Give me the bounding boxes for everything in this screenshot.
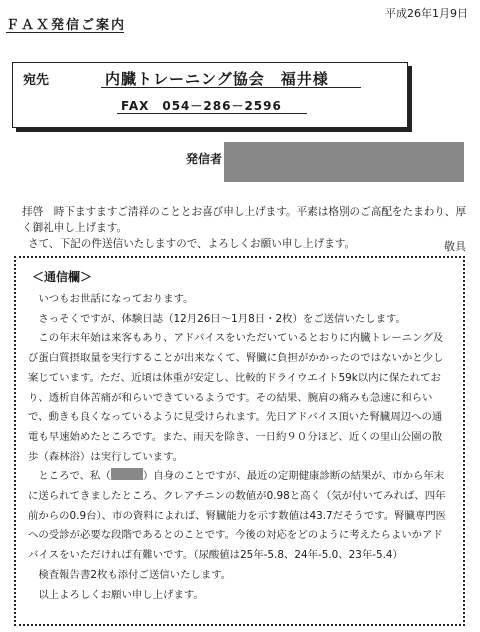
sender-redaction bbox=[224, 142, 464, 182]
greeting-line: さて、下記の件送信いたしますので、よろしくお願い申し上げます。 bbox=[28, 238, 356, 250]
message-paragraph: 以上よろしくお願い申し上げます。 bbox=[38, 588, 204, 601]
greeting-line: 拝啓 時下ますますご清祥のこととお喜び申し上げます。平素は格別のご高配をたまわり、厚く御礼申し上げます。 bbox=[22, 206, 467, 234]
message-paragraph: この年末年始は来客もあり、アドバイスをいただいているとおりに内臓トレーニング及び蛋白質摂取量を実行することが出来なくて、腎臓に負担がかかったのではないかと少し案じています。ただ、近頃は体重が安定し、比較的ドライウエイト59k以内に保たれており、透析自体苦痛が和らいできているようです。その結果、腕肩の痛みも急速に和らいで、動きも良くなっているように見受けられます。先日アドバイス頂いた腎臓周辺への通電も早速始めたところです。また、雨天を除き、一日約９０分ほど、近くの里山公園の散歩（森林浴）は実行しています。 bbox=[28, 332, 444, 463]
fax-number-underline bbox=[117, 113, 307, 114]
name-redaction bbox=[111, 468, 143, 480]
recipient-name: 内臓トレーニング協会 福井様 bbox=[105, 70, 329, 88]
document-date: 平成26年1月9日 bbox=[385, 7, 468, 20]
recipient-box bbox=[12, 62, 408, 128]
title-underline bbox=[6, 32, 124, 33]
message-paragraph: さっそくですが、体験日誌（12月26日～1月8日・2枚）をご送信いたします。 bbox=[38, 312, 406, 325]
recipient-name-underline bbox=[101, 87, 361, 88]
communication-title: ＜通信欄＞ bbox=[32, 270, 93, 284]
message-text: ）自身のことですが、最近の定期健康診断の結果が、市から年末に送られてきましたところ、クレアチニンの数値が0.98と高く（気が付いてみれば、四年前からの0.9台）、市の資料によれば、腎臓能力を示す数値は43.7だそうです。腎臓専門医への受診が必要な段階であるとのことです。今後の対応をどのように考えたらよいかアドバイスをいただければ有難いです。（尿酸値は25年-5.8、24年-5.0、23年-5.4） bbox=[28, 470, 447, 562]
recipient-label: 宛先 bbox=[23, 73, 50, 88]
document-title: ＦＡＸ発信ご案内 bbox=[6, 18, 127, 33]
message-paragraph bbox=[28, 467, 448, 566]
communication-body bbox=[28, 290, 448, 605]
communication-box bbox=[14, 256, 465, 626]
greeting-block bbox=[22, 204, 468, 252]
closing-word: 敬具 bbox=[444, 240, 466, 253]
sender-label: 発信者 bbox=[186, 152, 223, 166]
message-paragraph: 検査報告書2枚も添付ご送信いたします。 bbox=[38, 568, 232, 581]
recipient-fax-number: FAX 054－286－2596 bbox=[121, 99, 282, 113]
message-text: ところで、私（ bbox=[38, 470, 111, 483]
message-paragraph: いつもお世話になっております。 bbox=[38, 293, 194, 305]
